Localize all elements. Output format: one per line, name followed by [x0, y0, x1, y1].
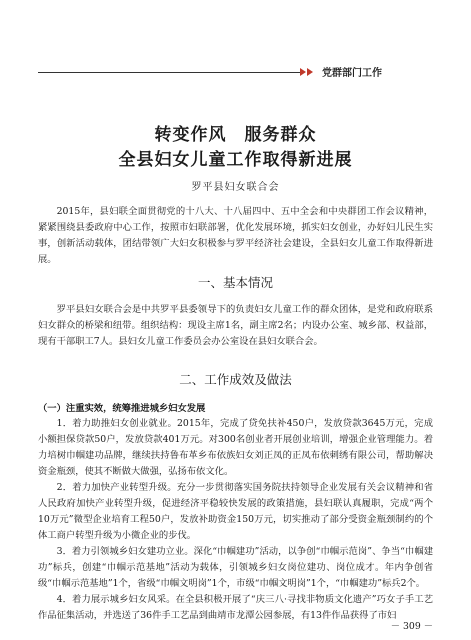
section-label: 党群部门工作	[322, 68, 382, 79]
section1-paragraph: 罗平县妇女联合会是中共罗平县委领导下的负责妇女儿童工作的群众团体，是党和政府联系妇女群众的桥梁和纽带。组织结构：现设主席1名，副主席2名；内设办公室、城乡部、权益部，现有干部职工7人。县妇女儿童工作委员会办公室设在县妇女联合会。	[38, 304, 433, 347]
page-number: － 309 －	[390, 621, 433, 632]
running-header	[300, 64, 382, 79]
work-item: 4．着力展示城乡妇女风采。在全县积极开展了“庆三八·寻找非物质文化遗产”巧女子手工艺作品征集活动，并选送了36件手工艺品到曲靖市龙潭公园参展，有13件作品获得了市妇	[38, 594, 433, 621]
subsection1-heading: （一）注重实效，统筹推进城乡妇女发展	[38, 403, 206, 414]
article-title-line1: 转变作风 服务群众	[154, 125, 317, 145]
section2-heading: 二、工作成效及做法	[179, 372, 292, 387]
work-items	[38, 416, 433, 624]
section1-heading: 一、基本情况	[197, 275, 273, 290]
article-author: 罗平县妇女联合会	[191, 182, 280, 193]
work-item: 2．着力加快产业转型升级。充分一步贯彻落实国务院扶持领导企业发展有关会议精神和省人民政府加快产业转型升级，促进经济平稳较快发展的政策措施，县妇联认真履职，完成“两个10万元”微型企业培育工程50户，发放补助资金150万元，切实推动了部分受资金瓶颈制约的个体工商户转型升级为小微企业的步伐。	[38, 482, 433, 541]
intro-paragraph: 2015年，县妇联全面贯彻党的十八大、十八届四中、五中全会和中央群团工作会议精神，紧紧围绕县委政府中心工作，按照市妇联部署，优化发展环境，抓实妇女创业，办好妇儿民生实事，创新活动载体，团结带领广大妇女积极参与罗平经济社会建设，全县妇女儿童工作取得新进展。	[38, 206, 433, 265]
header-rule	[38, 72, 300, 73]
work-item: 1．着力助推妇女创业就业。2015年，完成了贷免扶补450户，发放贷款3645万元，完成小额担保贷款50户，发放贷款401万元。对300名创业者开展创业培训，增强企业管理能力。着力培树巾帼建功品牌，继续扶持鲁布革乡布依族妇女刘正凤的正凤布依刺绣有限公司，帮助解决资金瓶颈，使其不断做大做强，弘扬布依文化。	[38, 418, 433, 477]
article-title-line2: 全县妇女儿童工作取得新进展	[118, 150, 353, 170]
triangle-markers-icon	[300, 66, 320, 78]
work-item: 3．着力引领城乡妇女建功立业。深化“巾帼建功”活动，以争创“巾帼示范岗”、争当“巾帼建功”标兵，创建“巾帼示范基地”活动为载体，引领城乡妇女岗位建功、岗位成才。年内争创省级“巾帼示范基地”1个，省级“巾帼文明岗”1个，市级“巾帼文明岗”1个，“巾帼建功”标兵2个。	[38, 546, 433, 589]
